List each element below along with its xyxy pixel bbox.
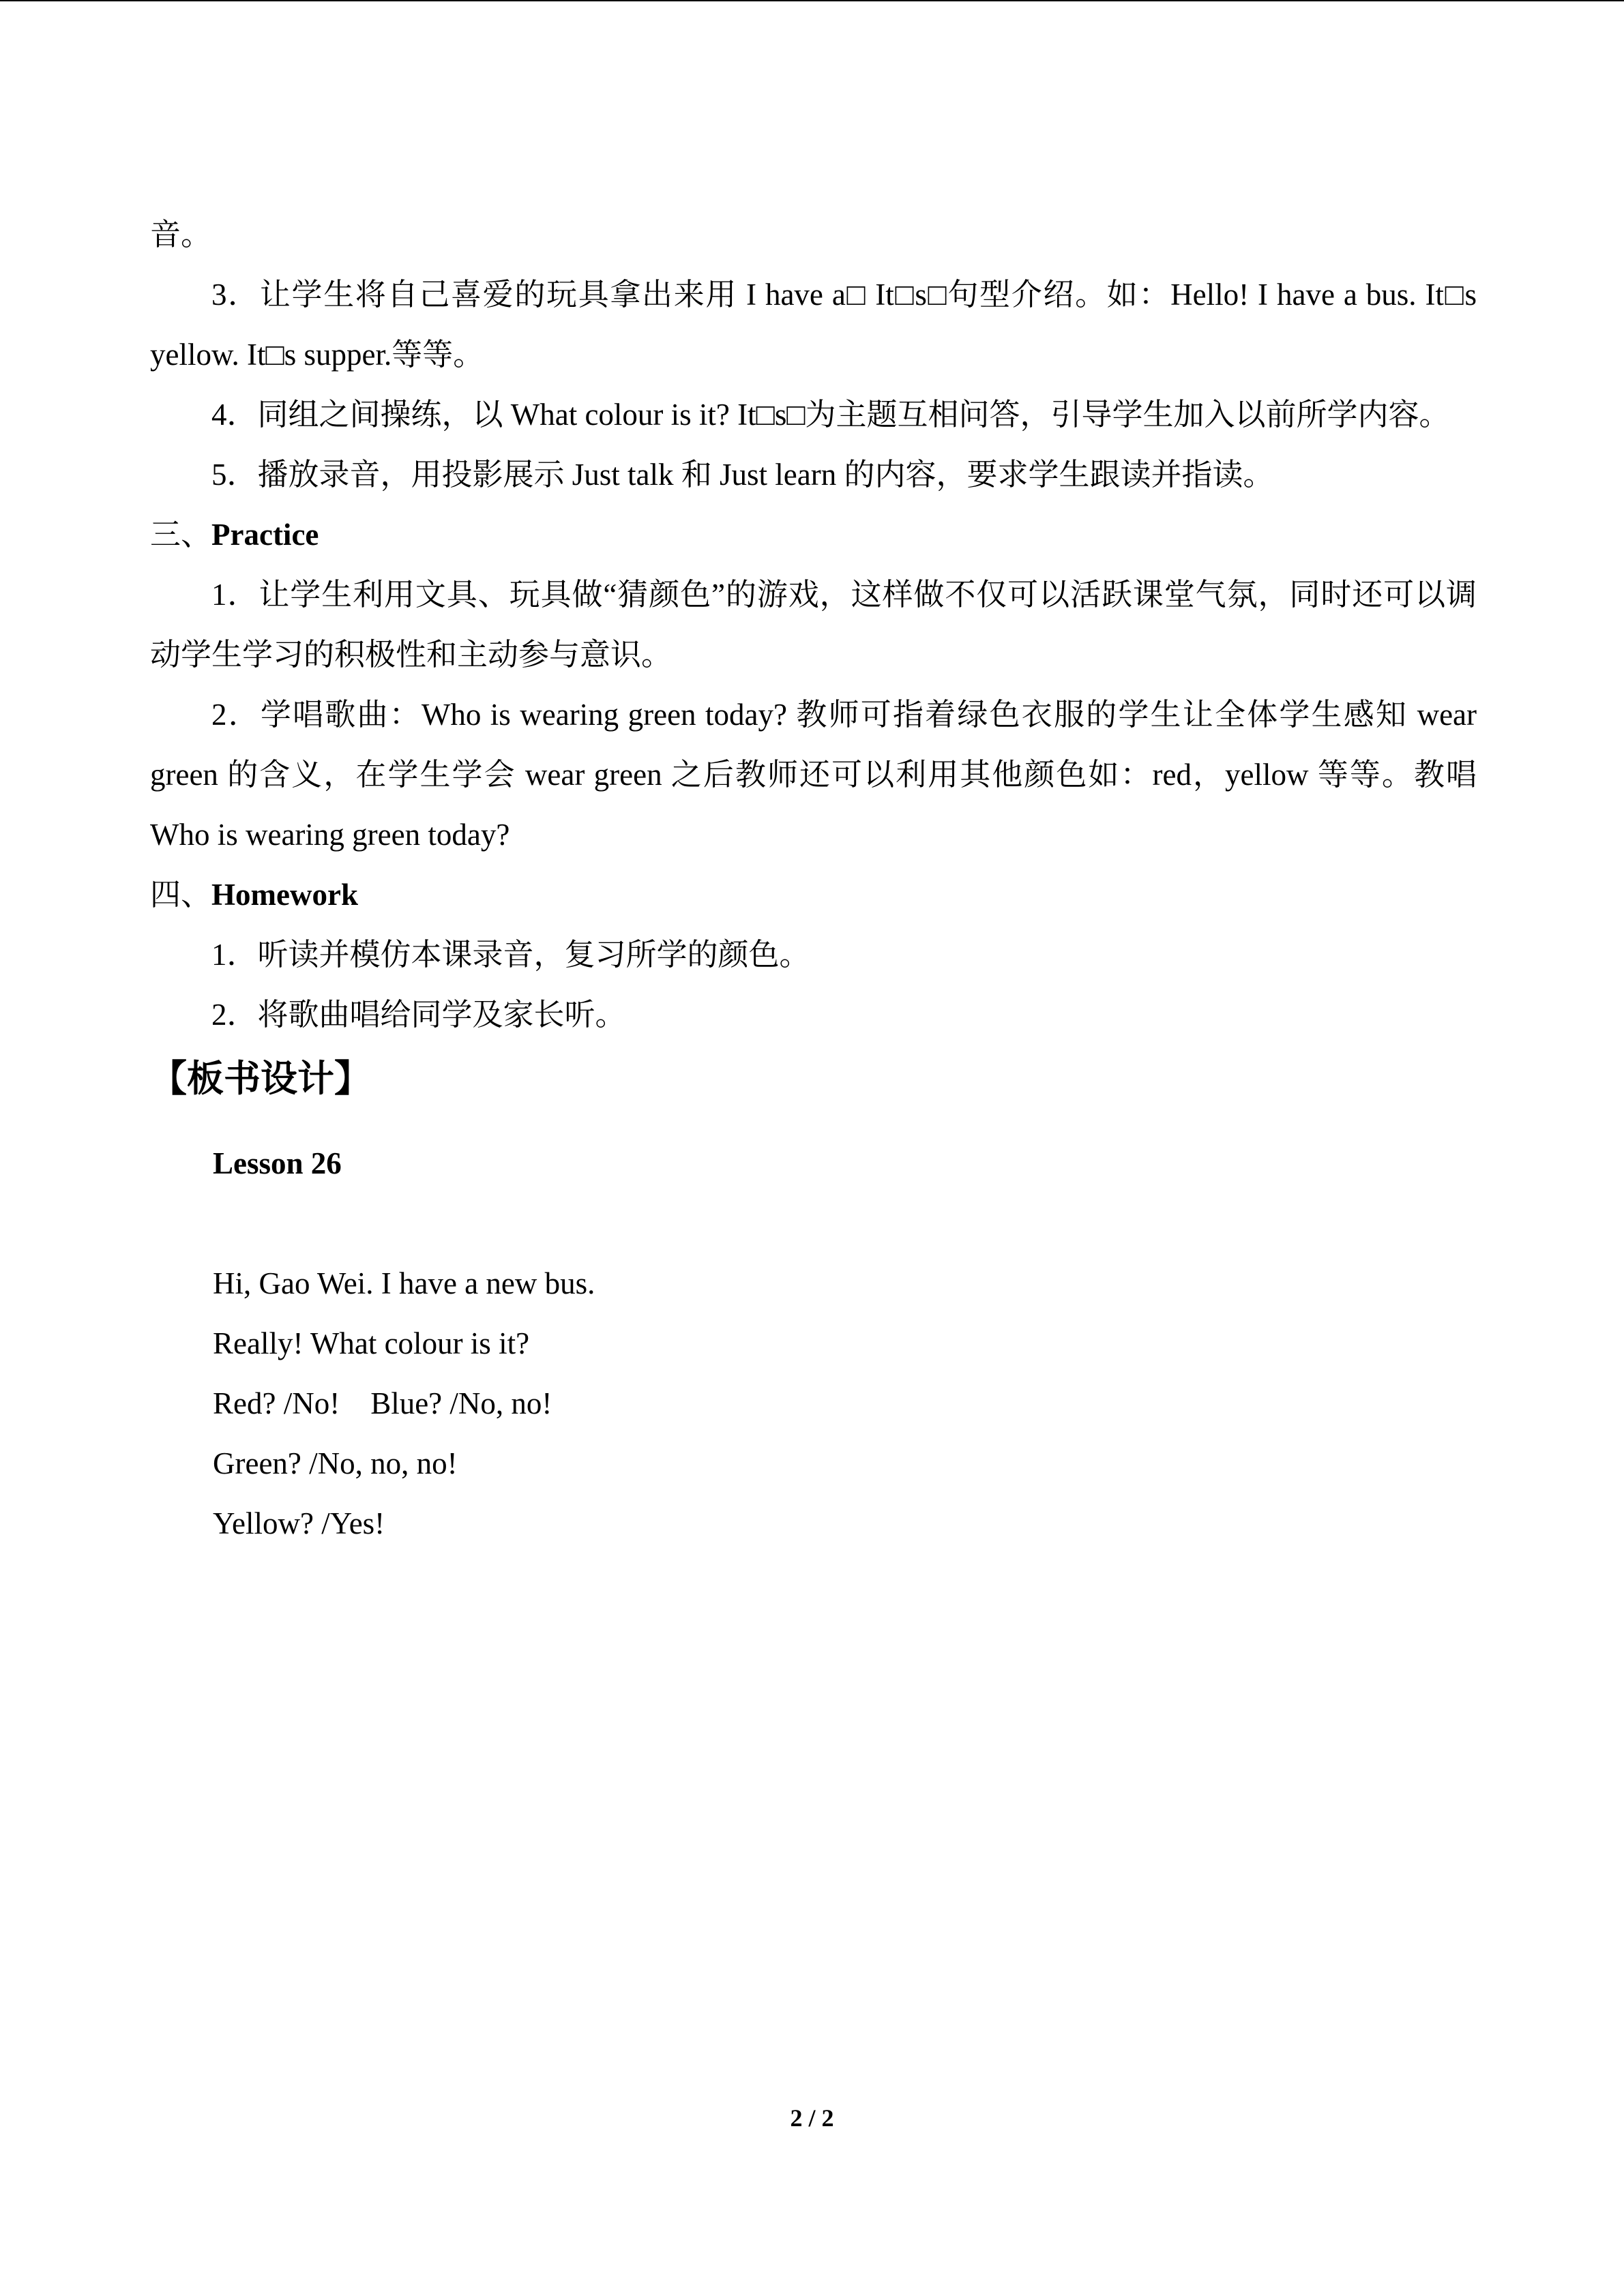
- board-design-title: 【板书设计】: [150, 1057, 371, 1100]
- board-line: Yellow? /Yes!: [213, 1506, 385, 1540]
- homework-item-2: 2．将歌曲唱给同学及家长听。: [211, 998, 626, 1032]
- board-lesson-title: Lesson 26: [213, 1146, 342, 1180]
- practice-heading: [150, 505, 1477, 565]
- practice-item-2: 2．学唱歌曲：Who is wearing green today? 教师可指着绿色衣服的学生让全体学生感知 wear green 的含义，在学生学会 wear green 之后教师还可以利用其他颜色如：red，yellow 等等。教唱 Who is wearing green today?: [150, 698, 1477, 852]
- homework-heading-number: 四、: [150, 878, 212, 912]
- continued-text: 音。: [150, 218, 212, 252]
- paragraph-step-5: 5．播放录音，用投影展示 Just talk 和 Just learn 的内容，要求学生跟读并指读。: [211, 458, 1274, 492]
- paragraph-step-3: 3．让学生将自己喜爱的玩具拿出来用 I have a□ It□s□句型介绍。如：Hello! I have a bus. It□s yellow. It□s supper.等等。: [150, 278, 1477, 372]
- board-line: Really! What colour is it?: [213, 1326, 530, 1360]
- practice-item-1: 1．让学生利用文具、玩具做“猜颜色”的游戏，这样做不仅可以活跃课堂气氛，同时还可以调动学生学习的积极性和主动参与意识。: [150, 578, 1477, 672]
- document-body: [150, 205, 1477, 1553]
- top-border-line: [0, 0, 1624, 1]
- board-line: Green? /No, no, no!: [213, 1446, 458, 1480]
- practice-heading-title: Practice: [211, 518, 319, 552]
- board-line: Red? /No! Blue? /No, no!: [213, 1386, 552, 1420]
- homework-item-1: 1．听读并模仿本课录音，复习所学的颜色。: [211, 938, 810, 972]
- paragraph-step-4: 4．同组之间操练，以 What colour is it? It□s□为主题互相问答，引导学生加入以前所学内容。: [211, 398, 1450, 432]
- board-design: [150, 1133, 1477, 1553]
- practice-heading-number: 三、: [150, 518, 212, 552]
- homework-heading: [150, 865, 1477, 925]
- homework-heading-title: Homework: [211, 878, 358, 912]
- board-line: Hi, Gao Wei. I have a new bus.: [213, 1266, 595, 1300]
- page-number: 2 / 2: [790, 2104, 834, 2132]
